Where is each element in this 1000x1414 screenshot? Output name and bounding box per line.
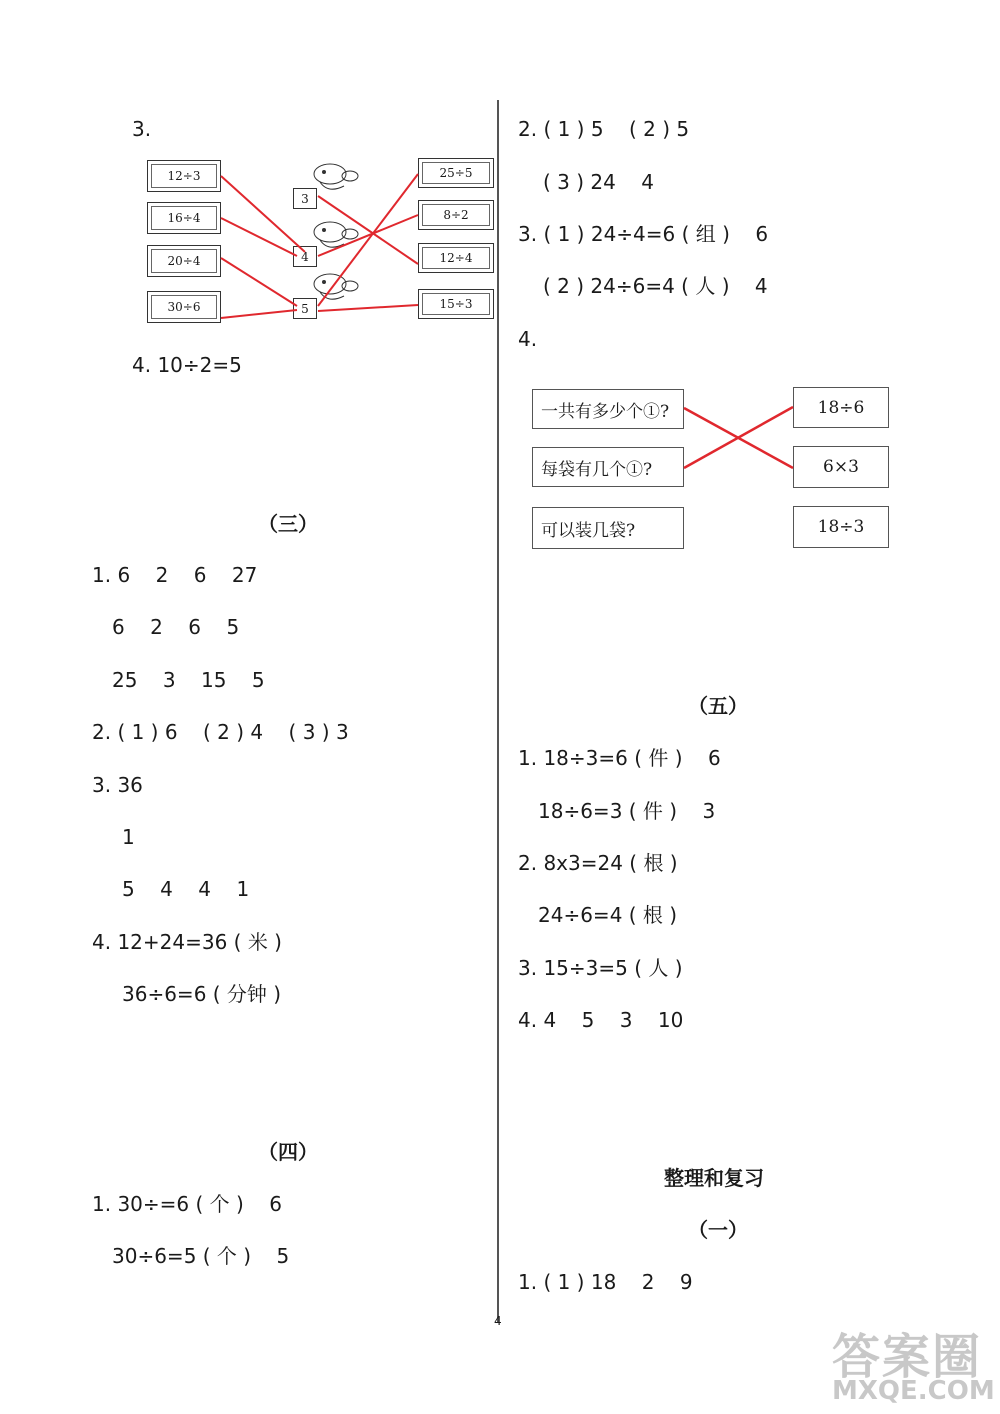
number-card: 5	[293, 298, 317, 319]
answer-line: 4. 4 5 3 10	[518, 1008, 684, 1032]
section-title-review: 整理和复习	[664, 1166, 764, 1190]
question-box: 每袋有几个①?	[532, 447, 684, 487]
right-expression-box: 12÷4	[418, 243, 494, 273]
answer-line: 25 3 15 5	[112, 668, 265, 692]
question-box: 可以装几袋?	[532, 507, 684, 549]
answer-line: 1. ( 1 ) 18 2 9	[518, 1270, 693, 1294]
right-expression-box: 25÷5	[418, 158, 494, 188]
number-card: 4	[293, 246, 317, 267]
page-number: 4	[494, 1314, 502, 1328]
left-expression-box: 20÷4	[147, 245, 221, 277]
question-box: 一共有多少个①?	[532, 389, 684, 429]
answer-line: 18÷6=3 ( 件 ) 3	[538, 799, 716, 823]
answer-box: 18÷6	[793, 387, 889, 428]
answer-line: 24÷6=4 ( 根 )	[538, 903, 678, 927]
answer-line: 2. ( 1 ) 5 ( 2 ) 5	[518, 117, 690, 141]
section-subtitle-1: （一）	[688, 1218, 748, 1242]
answer-line: 5 4 4 1	[122, 877, 250, 901]
question-4-answer: 4. 10÷2=5	[132, 353, 242, 377]
answer-line: 1	[122, 825, 135, 849]
section-title-4: （四）	[258, 1140, 318, 1164]
answer-line: 4.	[518, 327, 538, 351]
answer-line: 6 2 6 5	[112, 615, 240, 639]
left-expression-box: 16÷4	[147, 202, 221, 234]
answer-line: 3. ( 1 ) 24÷4=6 ( 组 ) 6	[518, 222, 769, 246]
watermark-logo: 答案圈	[832, 1329, 983, 1385]
answer-line: 36÷6=6 ( 分钟 )	[122, 982, 282, 1006]
answer-line: ( 3 ) 24 4	[543, 170, 655, 194]
answer-line: 30÷6=5 ( 个 ) 5	[112, 1244, 290, 1268]
answer-line: 1. 30÷=6 ( 个 ) 6	[92, 1192, 282, 1216]
answer-box: 18÷3	[793, 506, 889, 548]
right-expression-box: 8÷2	[418, 200, 494, 230]
right-expression-box: 15÷3	[418, 289, 494, 319]
section-title-5: （五）	[688, 694, 748, 718]
left-expression-box: 12÷3	[147, 160, 221, 192]
answer-line: 1. 6 2 6 27	[92, 563, 258, 587]
number-card: 3	[293, 188, 317, 209]
answer-line: 3. 15÷3=5 ( 人 )	[518, 956, 683, 980]
answer-box: 6×3	[793, 446, 889, 488]
question-3-label: 3.	[132, 117, 152, 141]
answer-line: 2. 8x3=24 ( 根 )	[518, 851, 678, 875]
answer-line: ( 2 ) 24÷6=4 ( 人 ) 4	[543, 274, 768, 298]
matching-lines-2	[0, 0, 1000, 600]
section-title-3: （三）	[258, 512, 318, 536]
answer-line: 2. ( 1 ) 6 ( 2 ) 4 ( 3 ) 3	[92, 720, 349, 744]
answer-line: 4. 12+24=36 ( 米 )	[92, 930, 282, 954]
answer-line: 3. 36	[92, 773, 143, 797]
left-expression-box: 30÷6	[147, 291, 221, 323]
watermark-url: MXQE.COM	[832, 1376, 995, 1406]
answer-line: 1. 18÷3=6 ( 件 ) 6	[518, 746, 721, 770]
